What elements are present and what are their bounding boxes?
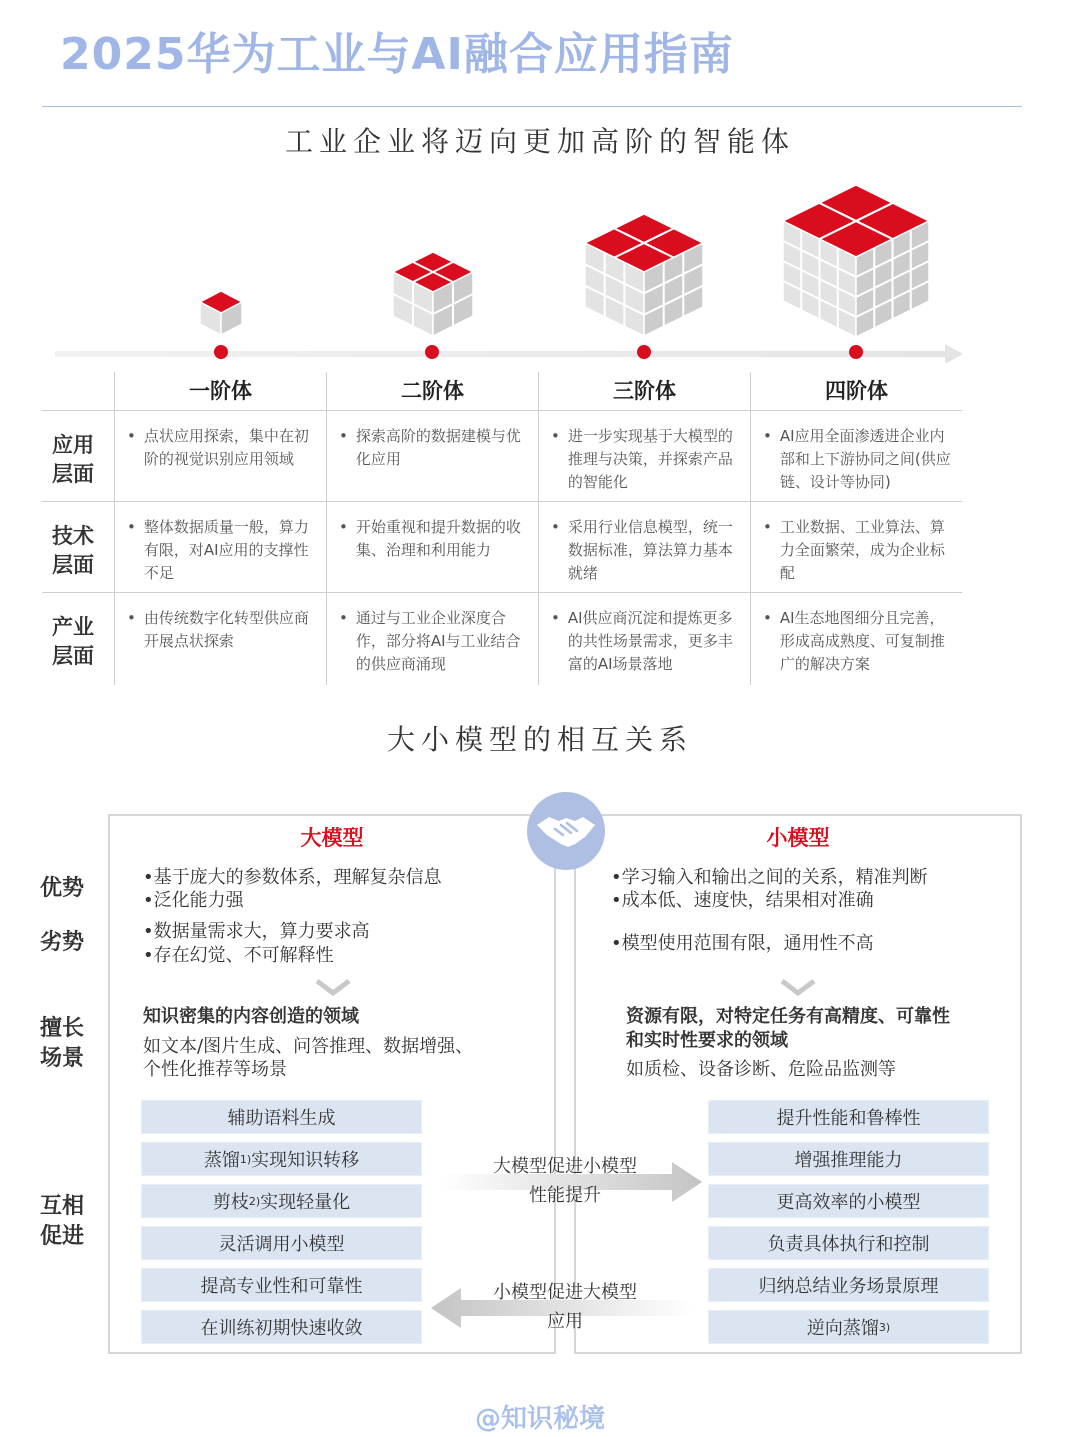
chevron-down-icon: [780, 978, 816, 996]
table-cell: • AI供应商沉淀和提炼更多的共性场景需求，更多丰富的AI场景落地: [538, 593, 750, 685]
handshake-icon: [527, 792, 605, 870]
table-cell: • 由传统数字化转型供应商开展点状探索: [114, 593, 326, 685]
timeline-dot-2: [425, 345, 439, 359]
small-model-title: 小模型: [766, 826, 830, 850]
big-box-5: 提高专业性和可靠性: [141, 1268, 422, 1302]
timeline-dot-1: [214, 345, 228, 359]
section-title-stages: 工业企业将迈向更加高阶的智能体: [284, 125, 795, 158]
small-adv-2: •成本低、速度快，结果相对准确: [611, 890, 874, 911]
stage-table: [42, 372, 962, 685]
row-label-application: 应用层面: [52, 433, 94, 486]
small-box-3: 更高效率的小模型: [708, 1184, 989, 1218]
timeline-dot-3: [637, 345, 651, 359]
big-scene-detail-1: 如文本/图片生成、问答推理、数据增强、: [143, 1036, 474, 1057]
row-label-technology: 技术层面: [52, 524, 94, 577]
big-box-1: 辅助语料生成: [141, 1100, 422, 1134]
stage-header-2: 二阶体: [326, 372, 538, 410]
row-technology: [42, 501, 962, 592]
table-cell: • 通过与工业企业深度合作，部分将AI与工业结合的供应商涌现: [326, 593, 538, 685]
small-scene-detail: 如质检、设备诊断、危险品监测等: [626, 1059, 896, 1080]
big-disadv-2: •存在幻觉、不可解释性: [143, 945, 334, 966]
cube-stage-1-icon: [197, 289, 245, 337]
small-box-4: 负责具体执行和控制: [708, 1226, 989, 1260]
stage-header-4: 四阶体: [750, 372, 962, 410]
table-cell: • 开始重视和提升数据的收集、治理和利用能力: [326, 502, 538, 592]
timeline-arrowhead: [945, 344, 963, 364]
small-scene-heading-2: 和实时性要求的领域: [626, 1030, 788, 1051]
table-cell: • 采用行业信息模型，统一数据标准，算法算力基本就绪: [538, 502, 750, 592]
big-adv-2: •泛化能力强: [143, 890, 244, 911]
small-scene-heading-1: 资源有限，对特定任务有高精度、可靠性: [626, 1006, 950, 1027]
row-industry: [42, 592, 962, 685]
big-box-6: 在训练初期快速收敛: [141, 1310, 422, 1344]
small-box-2: 增强推理能力: [708, 1142, 989, 1176]
small-disadv-1: •模型使用范围有限，通用性不高: [611, 933, 874, 954]
big-adv-1: •基于庞大的参数体系，理解复杂信息: [143, 867, 442, 888]
big-box-3: 剪枝 2) 实现轻量化: [141, 1184, 422, 1218]
arrow-left-label: 小模型促进大模型 应用: [493, 1282, 637, 1332]
corner-blank: [42, 372, 114, 410]
big-model-title: 大模型: [300, 826, 364, 850]
big-disadv-1: •数据量需求大，算力要求高: [143, 921, 370, 942]
stage-header-3: 三阶体: [538, 372, 750, 410]
cube-stage-4-icon: [780, 183, 932, 339]
title-divider: [42, 106, 1022, 107]
small-box-6: 逆向蒸馏 3): [708, 1310, 989, 1344]
label-disadvantages: 劣势: [40, 930, 85, 955]
progress-timeline: [55, 351, 950, 357]
cube-stage-2-icon: [390, 250, 476, 338]
big-scene-heading: 知识密集的内容创造的领域: [143, 1006, 359, 1027]
cube-stage-3-icon: [582, 212, 706, 338]
small-box-1: 提升性能和鲁棒性: [708, 1100, 989, 1134]
big-box-2: 蒸馏 1) 实现知识转移: [141, 1142, 422, 1176]
arrow-right-label: 大模型促进小模型 性能提升: [493, 1156, 637, 1206]
label-advantages: 优势: [40, 876, 85, 901]
table-cell: • 整体数据质量一般，算力有限，对AI应用的支撑性不足: [114, 502, 326, 592]
big-scene-detail-2: 个性化推荐等场景: [143, 1059, 287, 1080]
table-cell: • AI生态地图细分且完善，形成高成熟度、可复制推广的解决方案: [750, 593, 962, 685]
timeline-dot-4: [849, 345, 863, 359]
table-cell: • AI应用全面渗透进企业内部和上下游协同之间(供应链、设计等协同): [750, 411, 962, 501]
table-cell: • 探索高阶的数据建模与优化应用: [326, 411, 538, 501]
page-title: 2025华为工业与AI融合应用指南: [60, 29, 734, 80]
footer-watermark: @知识秘境: [474, 1404, 605, 1434]
label-scenarios: 擅长场景: [40, 1016, 85, 1071]
small-adv-1: •学习输入和输出之间的关系，精准判断: [611, 867, 928, 888]
section-title-models: 大小模型的相互关系: [386, 723, 693, 756]
small-box-5: 归纳总结业务场景原理: [708, 1268, 989, 1302]
table-cell: • 进一步实现基于大模型的推理与决策，并探索产品的智能化: [538, 411, 750, 501]
stage-header-1: 一阶体: [114, 372, 326, 410]
label-mutual: 互相促进: [40, 1194, 85, 1249]
big-box-4: 灵活调用小模型: [141, 1226, 422, 1260]
table-cell: • 点状应用探索，集中在初阶的视觉识别应用领域: [114, 411, 326, 501]
table-cell: • 工业数据、工业算法、算力全面繁荣，成为企业标配: [750, 502, 962, 592]
chevron-down-icon: [315, 978, 351, 996]
stage-header-row: [42, 372, 962, 410]
row-application: [42, 410, 962, 501]
row-label-industry: 产业层面: [52, 615, 94, 668]
